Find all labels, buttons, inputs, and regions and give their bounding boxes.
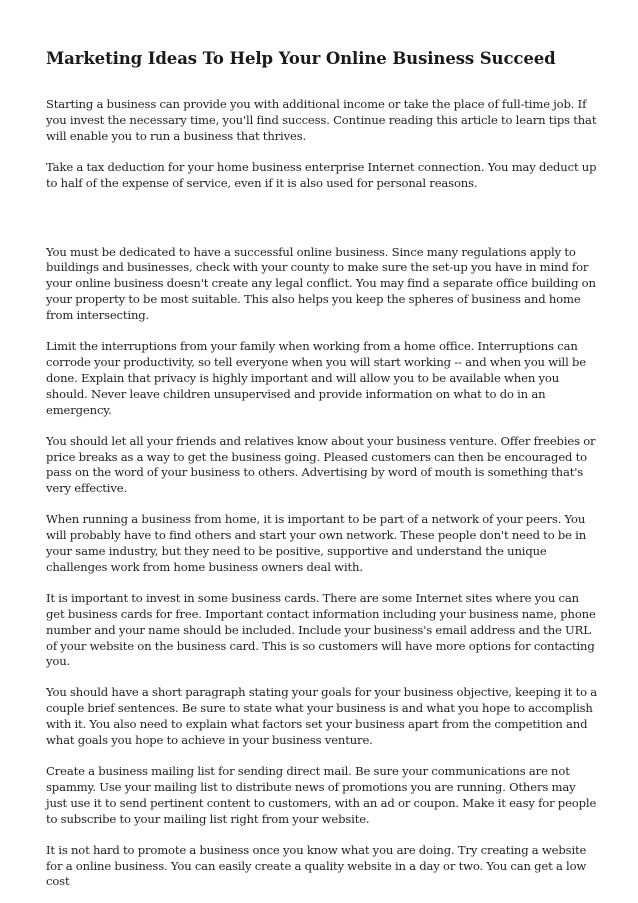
paragraph-networking: When running a business from home, it is important to be part of a network of your peers. You will probably have to find others and start your own network. These people don't need to be in your same industry, but they need to be positive, supportive and understand the unique challenges work from home business owners deal with.	[46, 512, 587, 574]
paragraph-intro: Starting a business can provide you with additional income or take the place of full-time job. If you invest the necessary time, you'll find success. Continue reading this article to learn tips that will enable you to run a business that thrives.	[46, 97, 597, 143]
paragraph-goals: You should have a short paragraph stating your goals for your business objective, keeping it to a couple brief sentences. Be sure to state what your business is and what you hope to accomplish with it. You also need to explain what factors set your business apart from the competition and what goals you hope to achieve in your business venture.	[46, 685, 598, 748]
document-title: Marketing Ideas To Help Your Online Business Succeed	[46, 49, 556, 68]
document-body	[46, 48, 598, 903]
paragraph-friends-relatives: You should let all your friends and relatives know about your business venture. Offer freebies or price breaks as a way to get the business going. Pleased customers can then be encouraged to pass on the word of your business to others. Advertising by word of mouth is something that's very effective.	[46, 433, 596, 496]
paragraph-dedication: You must be dedicated to have a successful online business. Since many regulations apply to buildings and businesses, check with your county to make sure the set-up you have in mind for your online business doesn't create any legal conflict. You may find a separate office building on your property to be most suitable. This also helps you keep the spheres of business and home from intersecting.	[46, 244, 596, 323]
paragraph-interruptions: Limit the interruptions from your family when working from a home office. Interruptions can corrode your productivity, so tell everyone when you will start working -- and when you will be done. Explain that privacy is highly important and will allow you to be available when you should. Never leave children unsupervised and provide information on what to do in an emergency.	[46, 339, 586, 417]
paragraph-promotion: It is not hard to promote a business once you know what you are doing. Try creating a website for a online business. You can easily create a quality website in a day or two. You can get a low cost	[46, 842, 587, 889]
paragraph-mailing-list: Create a business mailing list for sending direct mail. Be sure your communications are not spammy. Use your mailing list to distribute news of promotions you are running. Others may just use it to send pertinent content to customers, with an ad or coupon. Make it easy for people to subscribe to your mailing list right from your website.	[46, 764, 597, 826]
paragraph-business-cards: It is important to invest in some business cards. There are some Internet sites where you can get business cards for free. Important contact information including your business name, phone number and your name should be included. Include your business's email address and the URL of your website on the business card. This is so customers will have more options for contacting you.	[46, 590, 596, 669]
paragraph-tax-deduction: Take a tax deduction for your home business enterprise Internet connection. You may deduct up to half of the expense of service, even if it is also used for personal reasons.	[46, 159, 597, 190]
